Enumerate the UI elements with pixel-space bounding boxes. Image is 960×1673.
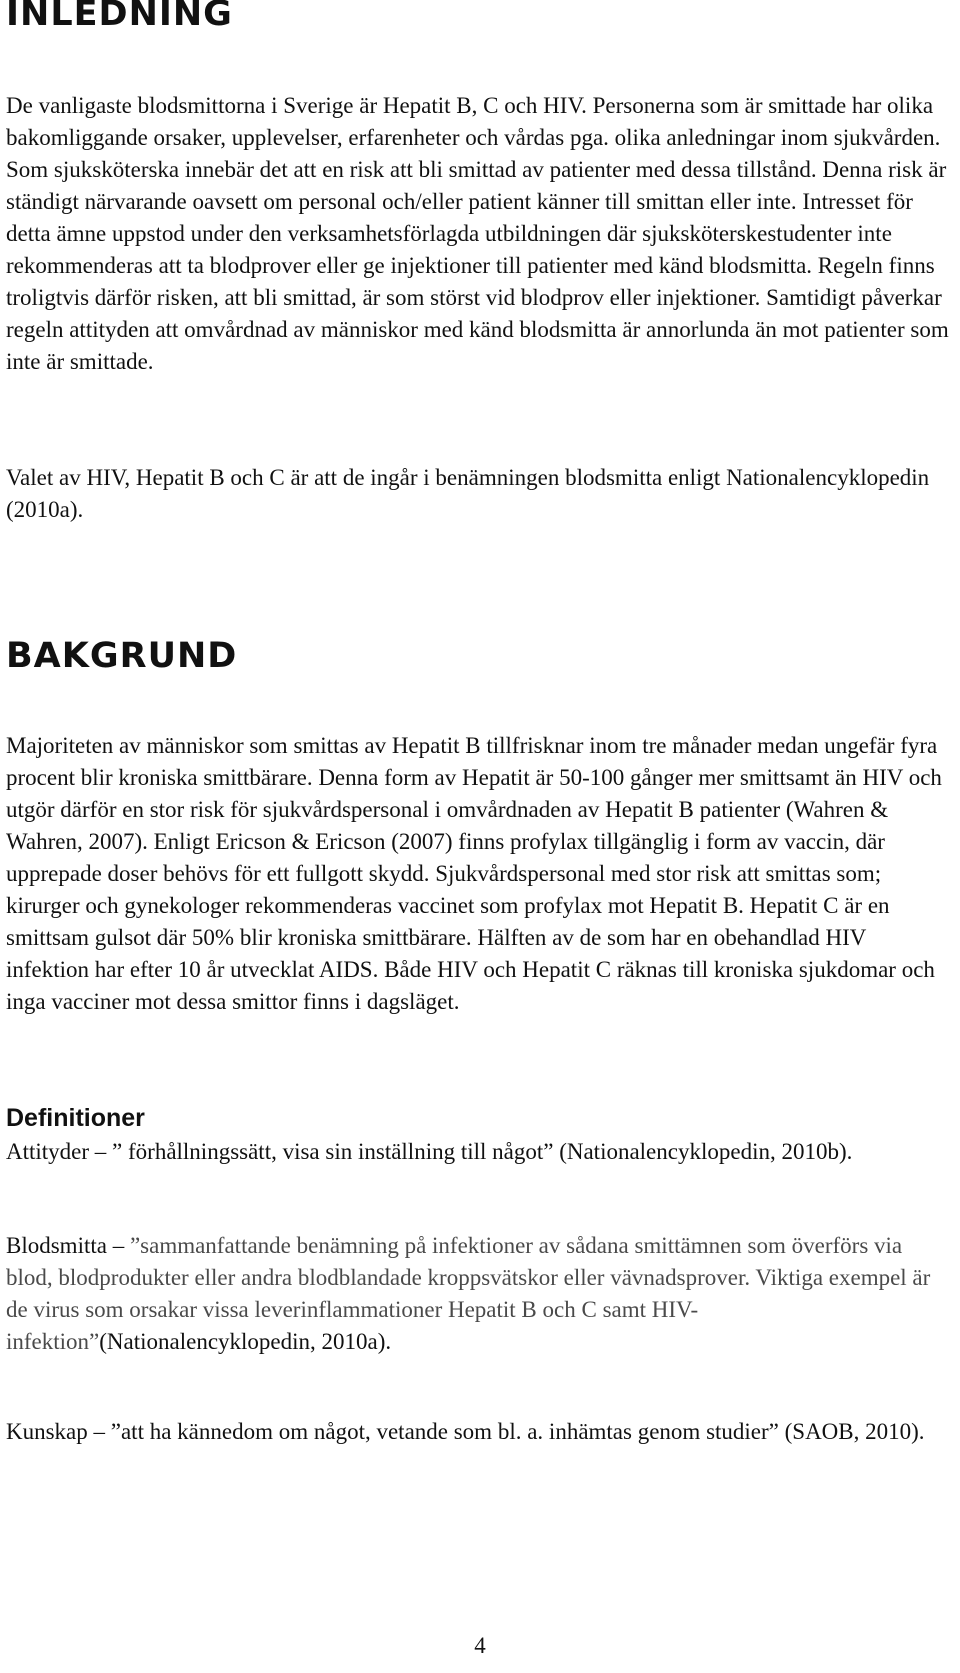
heading-bakgrund: BAKGRUND	[6, 636, 238, 676]
page-number: 4	[474, 1633, 486, 1658]
heading-inledning: INLEDNING	[6, 0, 233, 34]
inledning-paragraph-2: Valet av HIV, Hepatit B och C är att de ingår i benämningen blodsmitta enligt Nationalencyklopedin (2010a).	[6, 465, 930, 522]
inledning-paragraph-1: De vanligaste blodsmittorna i Sverige är Hepatit B, C och HIV. Personerna som är smittade har olika bakomliggande orsaker, upplevelser, erfarenheter och vårdas pga. olika anledningar inom sjukvården. Som sjuksköterska innebär det att en risk att bli smittad av patienter med dessa tillstånd. Denna risk är ständigt närvarande oavsett om personal och/eller patient känner till smittan eller inte. Intresset för detta ämne uppstod under den verksamhetsförlagda utbildningen där sjuksköterskestudenter inte rekommenderas att ta blodprover eller ge injektioner till patienter med känd blodsmitta. Regeln finns troligtvis därför risken, att bli smittad, är som störst vid blodprov eller injektioner. Samtidigt påverkar regeln attityden att omvårdnad av människor med känd blodsmitta är annorlunda än mot patienter som inte är smittade.	[6, 93, 949, 374]
definition-blodsmitta-text: ”sammanfattande benämning på infektioner av sådana smittämnen som överförs via blod, blodprodukter eller andra blodblandade kroppsvätskor eller vävnadsprover. Viktiga exempel är de virus som orsakar vissa leverinflammationer Hepatit B och C samt HIV-infektion”	[6, 1233, 931, 1354]
definition-attityder: Attityder – ” förhållningssätt, visa sin inställning till något” (Nationalencyklopedin, 2010b).	[6, 1139, 853, 1164]
definition-blodsmitta	[6, 1230, 951, 1358]
bakgrund-paragraph-1: Majoriteten av människor som smittas av Hepatit B tillfrisknar inom tre månader medan ungefär fyra procent blir kroniska smittbärare. Denna form av Hepatit är 50-100 gånger mer smittsamt än HIV och utgör därför en stor risk för sjukvårdspersonal i omvårdnaden av Hepatit B patienter (Wahren & Wahren, 2007). Enligt Ericson & Ericson (2007) finns profylax tillgänglig i form av vaccin, där upprepade doser behövs för ett fullgott skydd. Sjukvårdspersonal med stor risk att smittas som; kirurger och gynekologer rekommenderas vaccinet som profylax mot Hepatit B. Hepatit C är en smittsam gulsot där 50% blir kroniska smittbärare. Hälften av de som har en obehandlad HIV infektion har efter 10 år utvecklat AIDS. Både HIV och Hepatit C räknas till kroniska sjukdomar och inga vacciner mot dessa smittor finns i dagsläget.	[6, 733, 942, 1014]
heading-definitioner: Definitioner	[6, 1104, 145, 1132]
definition-kunskap: Kunskap – ”att ha kännedom om något, vetande som bl. a. inhämtas genom studier” (SAOB, 2010).	[6, 1419, 925, 1444]
definition-blodsmitta-ref: (Nationalencyklopedin, 2010a).	[99, 1329, 392, 1354]
definition-blodsmitta-term: Blodsmitta –	[6, 1233, 125, 1258]
